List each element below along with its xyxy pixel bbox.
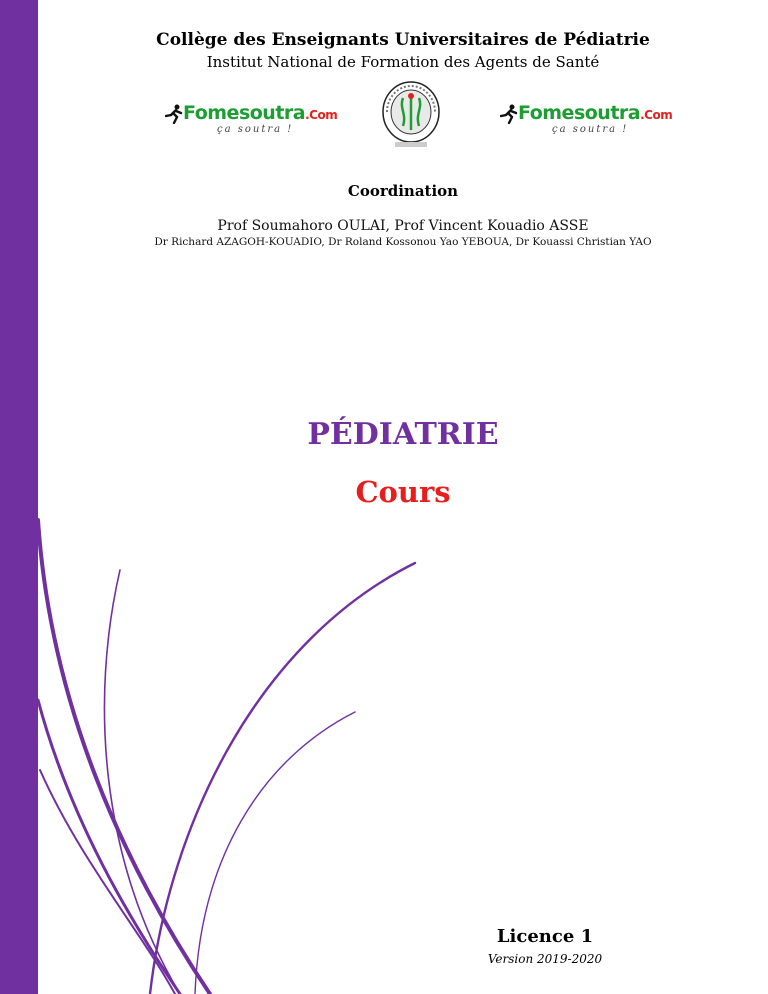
college-title: Collège des Enseignants Universitaires de Pédiatrie	[156, 30, 650, 50]
coordination-main-authors: Prof Soumahoro OULAI, Prof Vincent Kouadio ASSE	[217, 218, 589, 234]
subject-title: PÉDIATRIE	[307, 417, 499, 452]
brand-name: Fomesoutra.Com	[183, 102, 338, 124]
fomesoutra-logo-right	[500, 102, 673, 142]
fomesoutra-logo-left	[165, 102, 338, 142]
coordination-co-authors: Dr Richard AZAGOH-KOUADIO, Dr Roland Kossonou Yao YEBOUA, Dr Kouassi Christian YAO	[154, 236, 652, 248]
runner-icon	[500, 104, 518, 124]
logo-row	[0, 80, 768, 150]
runner-icon	[165, 104, 183, 124]
brand-tagline: ça soutra !	[552, 124, 629, 135]
level-label: Licence 1	[496, 926, 594, 947]
institut-title: Institut National de Formation des Agents de Santé	[206, 53, 600, 71]
brand-tagline: ça soutra !	[217, 124, 294, 135]
course-type-title: Cours	[355, 475, 451, 509]
coordination-heading: Coordination	[347, 182, 459, 200]
brand-name: Fomesoutra.Com	[518, 102, 673, 124]
version-label: Version 2019-2020	[487, 952, 603, 966]
infas-seal-icon	[373, 80, 449, 150]
